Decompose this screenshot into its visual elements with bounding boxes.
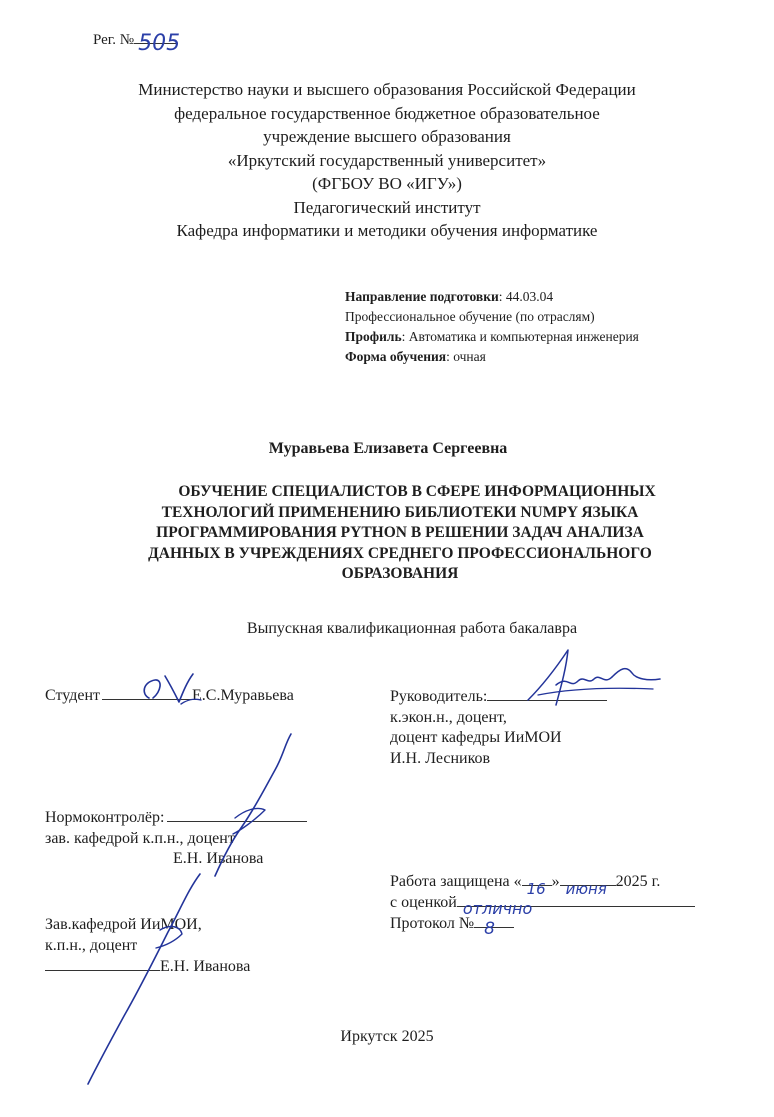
reg-label: Рег. № <box>93 32 135 48</box>
normcontrol-block <box>45 808 307 870</box>
title-line: ТЕХНОЛОГИЙ ПРИМЕНЕНИЮ БИБЛИОТЕКИ NUMPY ЯЗЫКА <box>161 503 639 521</box>
form-value: : очная <box>446 349 486 364</box>
header-line: Кафедра информатики и методики обучения информатике <box>176 221 598 240</box>
institution-header <box>0 78 774 243</box>
header-line: Педагогический институт <box>293 197 481 217</box>
defense-block <box>390 871 695 939</box>
defense-month: июня <box>565 880 607 898</box>
reg-number-row <box>93 31 181 56</box>
defense-prefix: Работа защищена « <box>390 873 522 890</box>
title-line: ДАННЫХ В УЧРЕЖДЕНИЯХ СРЕДНЕГО ПРОФЕССИОНАЛЬНОГО <box>148 544 652 562</box>
defense-day: 16 <box>526 880 546 898</box>
normcontrol-label: Нормоконтролёр: <box>45 809 165 826</box>
author-name: Муравьева Елизавета Сергеевна <box>268 440 508 457</box>
head-signature-icon <box>70 870 210 1090</box>
profile-label: Профиль <box>345 329 402 344</box>
supervisor-degree: к.экон.н., доцент, <box>390 708 507 726</box>
student-label: Студент <box>45 687 101 704</box>
program-info <box>345 287 639 367</box>
header-line: (ФГБОУ ВО «ИГУ») <box>312 174 462 193</box>
direction-label: Направление подготовки <box>345 289 499 304</box>
supervisor-position: доцент кафедры ИиМОИ <box>390 729 562 746</box>
protocol-number: 8 <box>484 919 495 939</box>
work-type: Выпускная квалификационная работа бакалавра <box>246 620 578 637</box>
head-line2: к.п.н., доцент <box>45 937 138 954</box>
supervisor-name: И.Н. Лесников <box>390 749 491 767</box>
head-block <box>45 914 250 977</box>
student-row <box>45 687 294 705</box>
title-line: ОБРАЗОВАНИЯ <box>341 565 459 582</box>
supervisor-block <box>390 687 607 769</box>
normcontrol-position: зав. кафедрой к.п.н., доцент <box>45 829 235 847</box>
reg-number-handwritten: 505 <box>138 31 181 56</box>
grade-label: с оценкой <box>390 894 457 911</box>
header-line: «Иркутский государственный университет» <box>227 150 547 170</box>
profile-value: : Автоматика и компьютерная инженерия <box>401 329 639 344</box>
supervisor-label: Руководитель: <box>390 688 488 705</box>
thesis-title <box>50 482 750 585</box>
header-line: Министерство науки и высшего образования Российской Федерации <box>138 80 636 99</box>
city-year: Иркутск 2025 <box>340 1028 434 1045</box>
header-line: учреждение высшего образования <box>263 127 511 146</box>
head-name: Е.Н. Иванова <box>160 958 251 975</box>
defense-mid: » <box>551 873 560 890</box>
title-line: ПРОГРАММИРОВАНИЯ PYTHON В РЕШЕНИИ ЗАДАЧ АНАЛИЗА <box>156 524 644 541</box>
grade-value: отлично <box>462 899 533 918</box>
direction-value: : 44.03.04 <box>498 289 554 304</box>
head-line1: Зав.кафедрой ИиМОИ, <box>45 916 202 933</box>
defense-year: 2025 г. <box>615 873 661 890</box>
normcontrol-name: Е.Н. Иванова <box>173 850 264 867</box>
direction-name: Профессиональное обучение (по отраслям) <box>345 309 595 324</box>
form-label: Форма обучения <box>345 349 447 364</box>
student-name: Е.С.Муравьева <box>192 687 294 704</box>
header-line: федеральное государственное бюджетное образовательное <box>174 103 600 123</box>
protocol-label: Протокол № <box>390 915 475 932</box>
title-line: ОБУЧЕНИЕ СПЕЦИАЛИСТОВ В СФЕРЕ ИНФОРМАЦИОННЫХ <box>178 483 656 500</box>
